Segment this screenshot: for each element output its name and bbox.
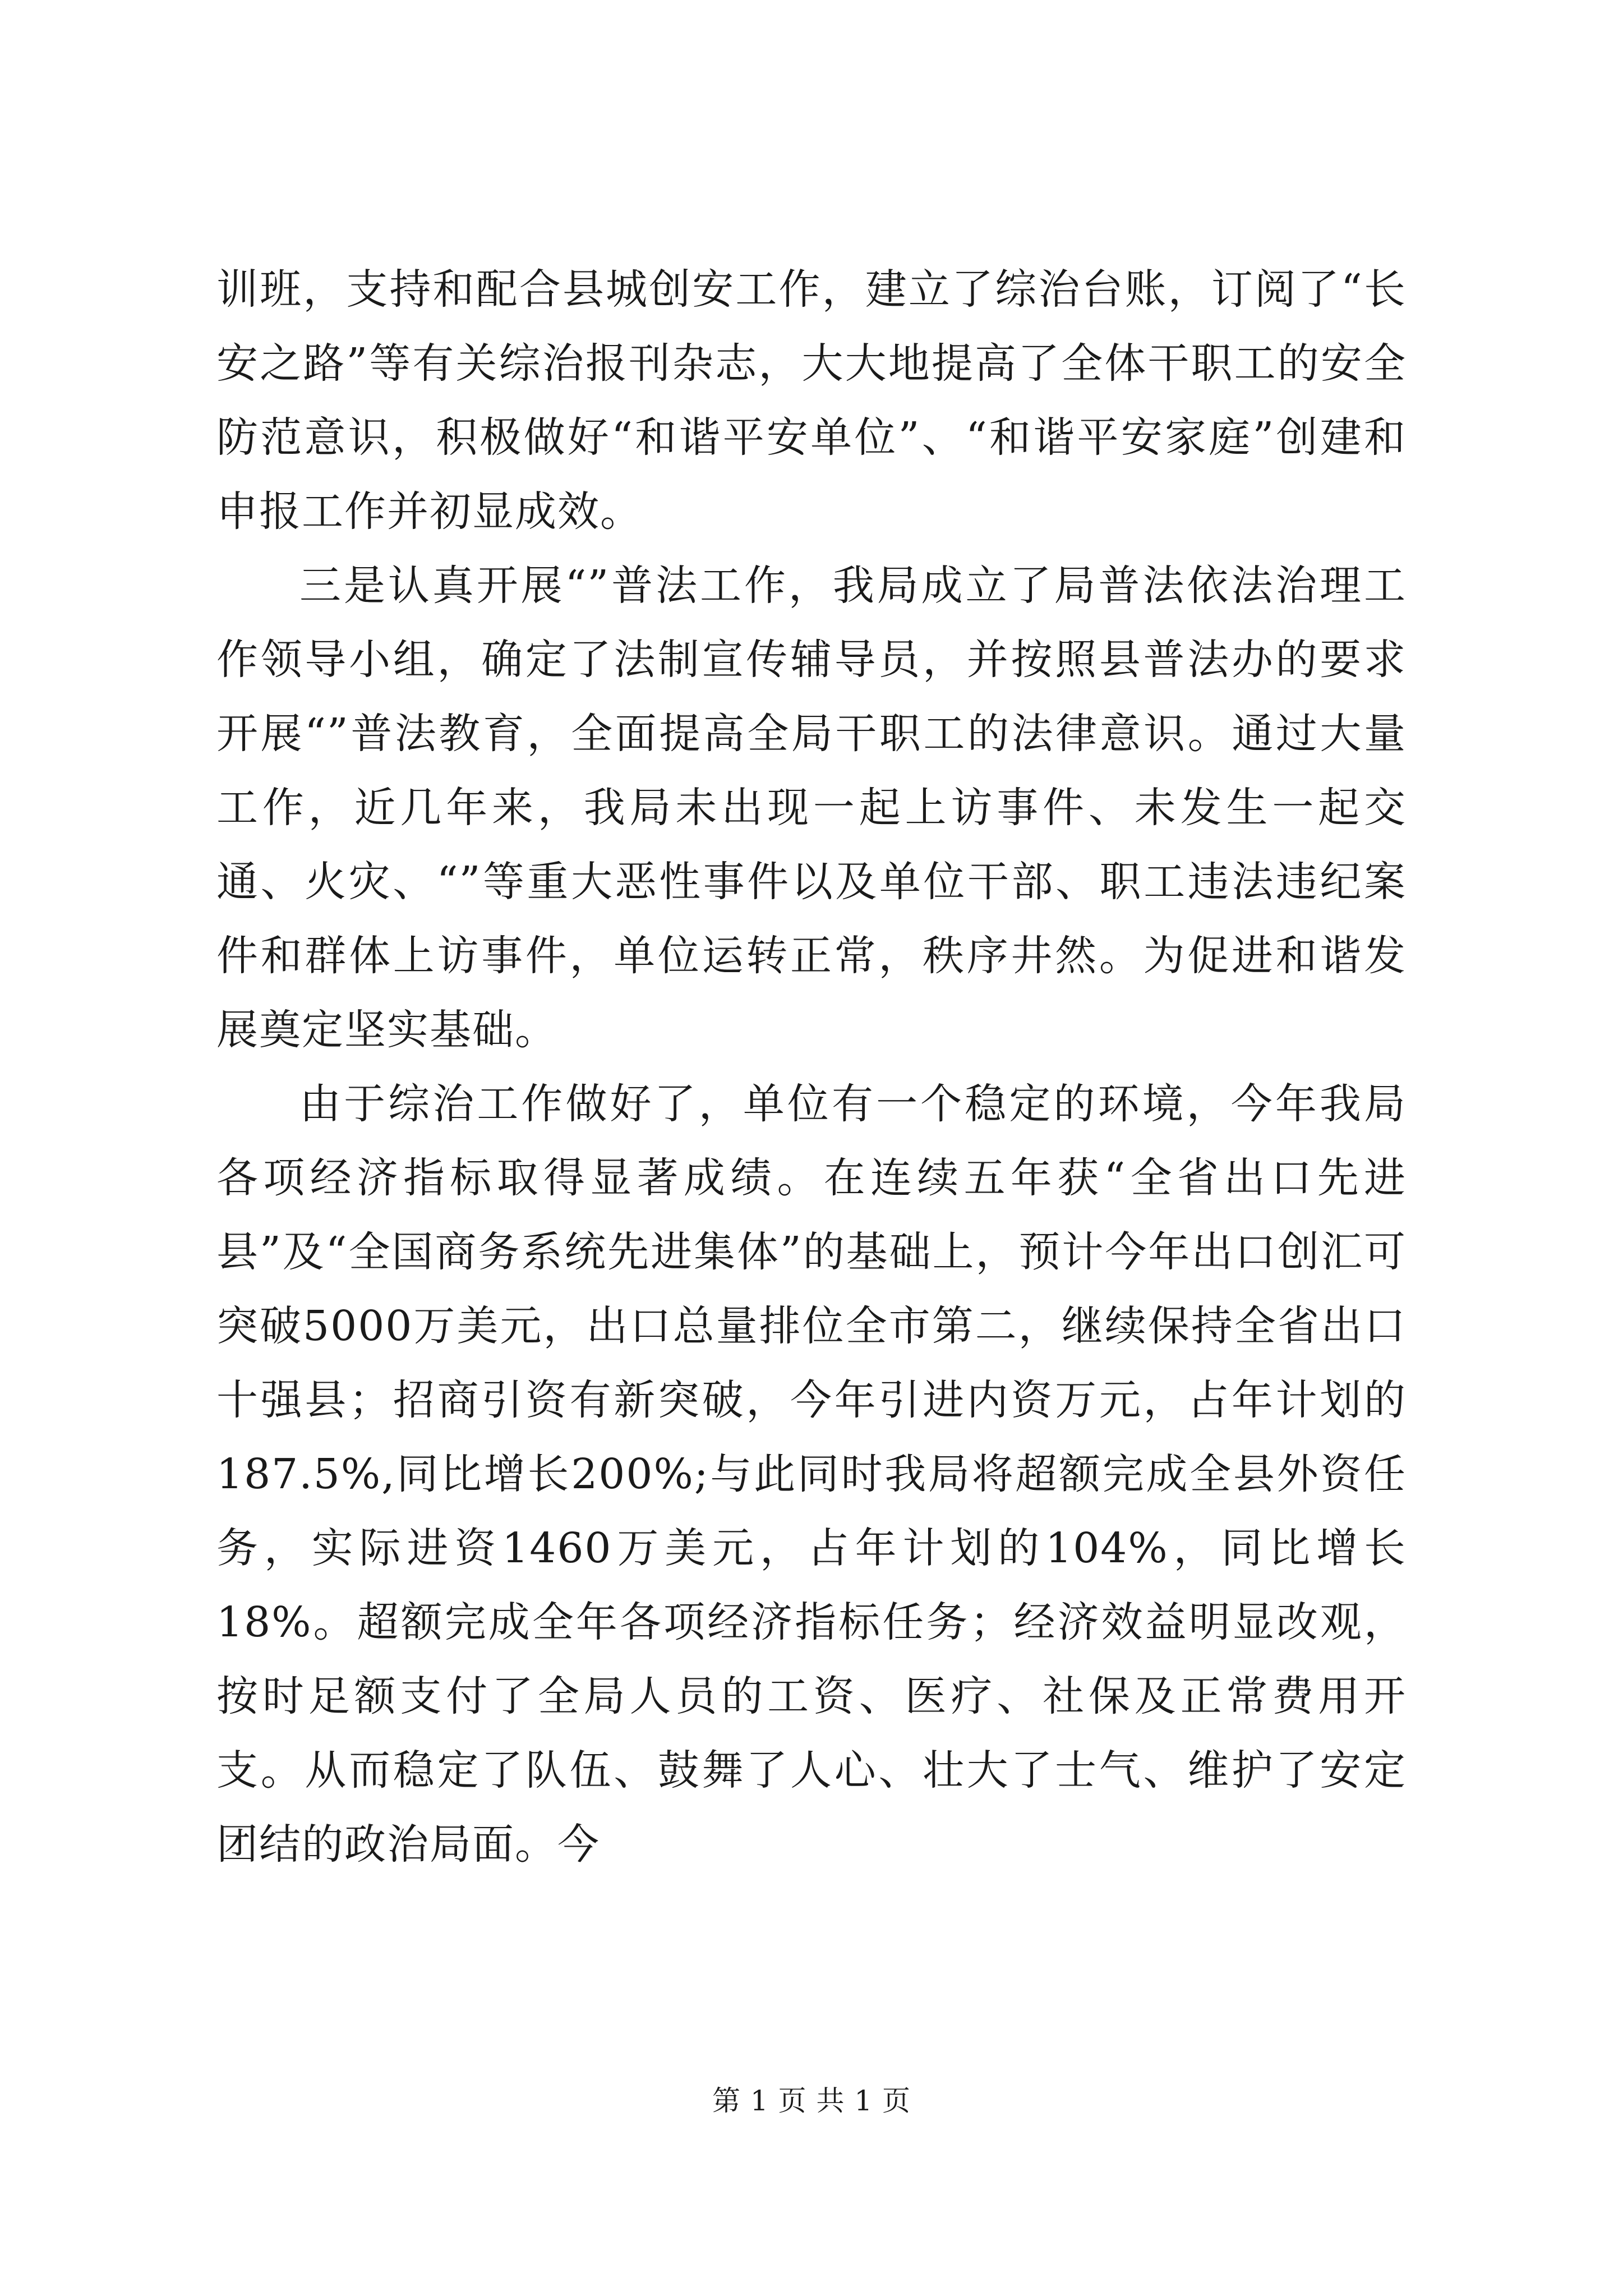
paragraph-economic-results: 由于综治工作做好了，单位有一个稳定的环境，今年我局各项经济指标取得显著成绩。在连续五年获“全省出口先进县”及“全国商务系统先进集体”的基础上，预计今年出口创汇可突破5000万美元，出口总量排位全市第二，继续保持全省出口十强县；招商引资有新突破，今年引进内资万元，占年计划的187.5%,同比增长200%;与此同时我局将超额完成全县外资任务，实际进资1460万美元，占年计划的104%，同比增长18%。超额完成全年各项经济指标任务；经济效益明显改观，按时足额支付了全局人员的工资、医疗、社保及正常费用开支。从而稳定了队伍、鼓舞了人心、壮大了士气、维护了安定团结的政治局面。今 xyxy=(216,1080,1407,1869)
paragraph-legal-education: 三是认真开展“”普法工作，我局成立了局普法依法治理工作领导小组，确定了法制宣传辅导员，并按照县普法办的要求开展“”普法教育，全面提高全局干职工的法律意识。通过大量工作，近几年来，我局未出现一起上访事件、未发生一起交通、火灾、“”等重大恶性事件以及单位干部、职工违法违纪案件和群体上访事件，单位运转正常，秩序井然。为促进和谐发展奠定坚实基础。 xyxy=(216,562,1407,1054)
document-body xyxy=(216,252,1407,1881)
page-footer: 第 1 页 共 1 页 xyxy=(712,2085,911,2117)
paragraph-continuation: 训班，支持和配合县城创安工作，建立了综治台账，订阅了“长安之路”等有关综治报刊杂志，大大地提高了全体干职工的安全防范意识，积极做好“和谐平安单位”、“和谐平安家庭”创建和申报工作并初显成效。 xyxy=(216,265,1407,536)
